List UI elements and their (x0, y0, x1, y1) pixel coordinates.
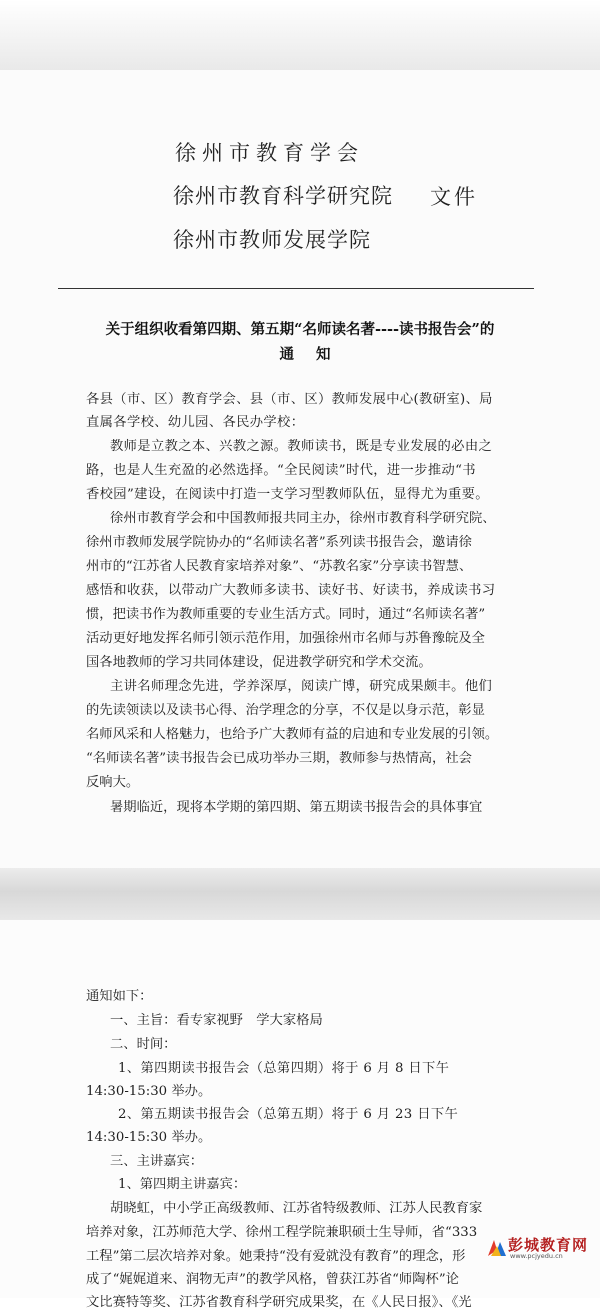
body-line: 1、第四期主讲嘉宾： (118, 1177, 247, 1192)
body-line: 14:30-15:30 举办。 (86, 1084, 212, 1099)
body-line: 惯，把读书作为教师重要的专业生活方式。同时，通过“名师读名著” (86, 607, 486, 622)
body-line: 一、主旨：看专家视野 学大家格局 (110, 1013, 323, 1028)
body-line: 14:30-15:30 举办。 (86, 1130, 212, 1145)
body-line: 直属各学校、幼儿园、各民办学校： (86, 415, 305, 430)
body-line: 暑期临近，现将本学期的第四期、第五期读书报告会的具体事宜 (110, 800, 483, 815)
body-line: 感悟和收获，以带动广大教师多读书、读好书、好读书，养成读书习 (86, 583, 496, 598)
page-gap (0, 868, 600, 920)
top-background (0, 0, 600, 70)
body-line: 活动更好地发挥名师引领示范作用，加强徐州市名师与苏鲁豫皖及全 (86, 631, 485, 646)
body-line: 国各地教师的学习共同体建设，促进教学研究和学术交流。 (86, 655, 432, 670)
body-line: 徐州市教育学会和中国教师报共同主办，徐州市教育科学研究院、 (110, 511, 496, 526)
body-line: 2、第五期读书报告会（总第五期）将于 6 月 23 日下午 (118, 1107, 459, 1122)
body-line: 三、主讲嘉宾： (110, 1154, 204, 1169)
watermark-url: www.pcjyedu.cn (510, 1252, 563, 1260)
body-line: 培养对象，江苏师范大学、徐州工程学院兼职硕士生导师，省“333 (86, 1225, 478, 1240)
site-watermark (486, 1233, 596, 1263)
body-line: 1、第四期读书报告会（总第四期）将于 6 月 8 日下午 (118, 1061, 450, 1076)
body-line: “名师读名著”读书报告会已成功举办三期，教师参与热情高，社会 (86, 751, 472, 766)
body-line: 徐州市教师发展学院协办的“名师读名著”系列读书报告会，邀请徐 (86, 535, 472, 550)
body-line: 州市的“江苏省人民教育家培养对象”、“苏教名家”分享读书智慧、 (86, 559, 473, 574)
header-org-1: 徐州市教育学会 (175, 141, 364, 165)
body-line: 工程”第二层次培养对象。她秉持“没有爱就没有教育”的理念，形 (86, 1249, 466, 1264)
body-line: 的先读领读以及读书心得、治学理念的分享，不仅是以身示范，彰显 (86, 703, 485, 718)
header-divider (58, 288, 534, 289)
notice-title-suffix: 通知 (279, 346, 353, 363)
body-line: 反响大。 (86, 775, 140, 790)
body-line: 二、时间： (110, 1037, 177, 1052)
body-line: 文比赛特等奖、江苏省教育科学研究成果奖，在《人民日报》、《光 (86, 1295, 472, 1310)
watermark-name: 彭城教育网 (508, 1236, 589, 1254)
body-line: 路，也是人生充盈的必然选择。“全民阅读”时代，进一步推动“书 (86, 463, 476, 478)
notice-title: 关于组织收看第四期、第五期“名师读名著----读书报告会”的 (105, 321, 495, 338)
body-line: 教师是立教之本、兴教之源。教师读书，既是专业发展的必由之 (110, 439, 493, 454)
header-org-3: 徐州市教师发展学院 (173, 228, 371, 252)
body-line: 胡晓虹，中小学正高级教师、江苏省特级教师、江苏人民教育家 (110, 1201, 483, 1216)
body-line: 主讲名师理念先进，学养深厚，阅读广博，研究成果颇丰。他们 (110, 679, 493, 694)
body-line: 各县（市、区）教育学会、县（市、区）教师发展中心(教研室)、局 (86, 392, 493, 407)
doc-type-label: 文件 (430, 185, 478, 209)
body-line: 名师风采和人格魅力，也给予广大教师有益的启迪和专业发展的引领。 (86, 727, 499, 742)
header-org-2: 徐州市教育科学研究院 (173, 184, 393, 208)
body-line: 香校园”建设，在阅读中打造一支学习型教师队伍，显得尤为重要。 (86, 487, 489, 502)
watermark-logo-icon (486, 1236, 508, 1260)
body-line: 成了“娓娓道来、润物无声”的教学风格，曾获江苏省“师陶杯”论 (86, 1272, 459, 1287)
body-line: 通知如下： (86, 989, 153, 1004)
